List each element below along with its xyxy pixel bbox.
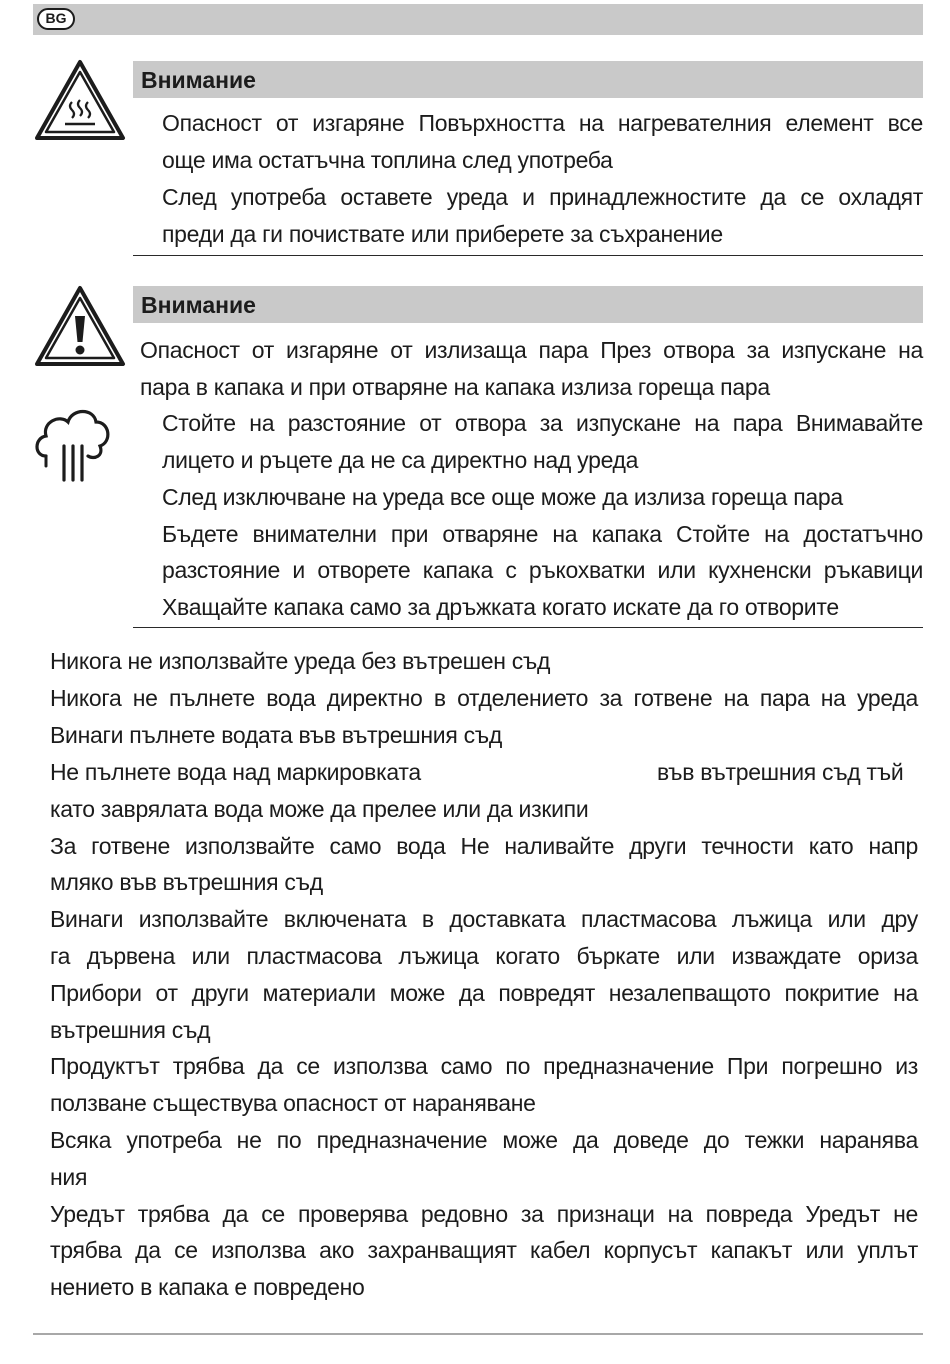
body-text-line: Уредът трябва да се проверява редовно за признаци на повреда Уредът не <box>50 1201 918 1227</box>
body-text-line: трябва да се използва ако захранващият кабел корпусът капакът или уплът <box>50 1237 918 1263</box>
body-text-line: във вътрешния съд тъй <box>657 759 904 785</box>
body-text-line: Никога не пълнете вода директно в отделението за готвене на пара на уреда <box>50 685 918 711</box>
warning-title-1: Внимание <box>133 61 923 98</box>
body-text-line: мляко във вътрешния съд <box>50 869 323 895</box>
steam-icon <box>32 400 112 486</box>
warning1-text-line: още има остатъчна топлина след употреба <box>162 147 613 173</box>
warning2-text-line: Стойте на разстояние от отвора за изпускане на пара Внимавайте <box>162 410 923 436</box>
body-text-line: Всяка употреба не по предназначение може да доведе до тежки наранява <box>50 1127 918 1153</box>
body-text-line: Никога не използвайте уреда без вътрешен съд <box>50 648 551 674</box>
section-divider <box>133 255 923 256</box>
warning2-text-line: Бъдете внимателни при отваряне на капака Стойте на достатъчно <box>162 521 923 547</box>
body-text-line: Прибори от други материали може да повредят незалепващото покритие на <box>50 980 918 1006</box>
warning1-text-line: преди да ги почиствате или приберете за съхранение <box>162 221 723 247</box>
body-text-line: Винаги използвайте включената в доставката пластмасова лъжица или дру <box>50 906 918 932</box>
body-text-line: като заврялата вода може да прелее или да изкипи <box>50 796 589 822</box>
body-text-line: вътрешния съд <box>50 1017 211 1043</box>
warning2-text-line: разстояние и отворете капака с ръкохватки или кухненски ръкавици <box>162 557 923 583</box>
warning-title-2: Внимание <box>133 286 923 323</box>
body-text-line: нението в капака е повредено <box>50 1274 365 1300</box>
body-text-line: ползване съществува опасност от нараняване <box>50 1090 536 1116</box>
body-text-line: ния <box>50 1164 88 1190</box>
section-divider <box>133 627 923 628</box>
body-text-line: Продуктът трябва да се използва само по предназначение При погрешно из <box>50 1053 918 1079</box>
body-text-line: Не пълнете вода над маркировката <box>50 759 421 785</box>
warning2-text-line: пара в капака и при отваряне на капака излиза гореща пара <box>140 374 770 400</box>
warning2-text-line: Опасност от изгаряне от излизаща пара През отвора за изпускане на <box>140 337 923 363</box>
header-bar <box>33 4 923 35</box>
footer-divider <box>33 1333 923 1335</box>
body-text-line: Винаги пълнете водата във вътрешния съд <box>50 722 502 748</box>
warning2-text-line: След изключване на уреда все още може да излиза гореща пара <box>162 484 843 510</box>
warning2-text-line: Хващайте капака само за дръжката когато искате да го отворите <box>162 594 839 620</box>
warning2-text-line: лицето и ръцете да не са директно над уреда <box>162 447 639 473</box>
hot-surface-warning-icon <box>33 58 127 142</box>
warning1-text-line: Опасност от изгаряне Повърхността на нагревателния елемент все <box>162 110 923 136</box>
warning1-text-line: След употреба оставете уреда и принадлежностите да се охладят <box>162 184 923 210</box>
general-warning-icon <box>33 284 127 368</box>
body-text-line: га дървена или пластмасова лъжица когато бъркате или изваждате ориза <box>50 943 918 969</box>
body-text-line: За готвене използвайте само вода Не наливайте други течности като напр <box>50 833 918 859</box>
language-badge: BG <box>37 8 75 30</box>
